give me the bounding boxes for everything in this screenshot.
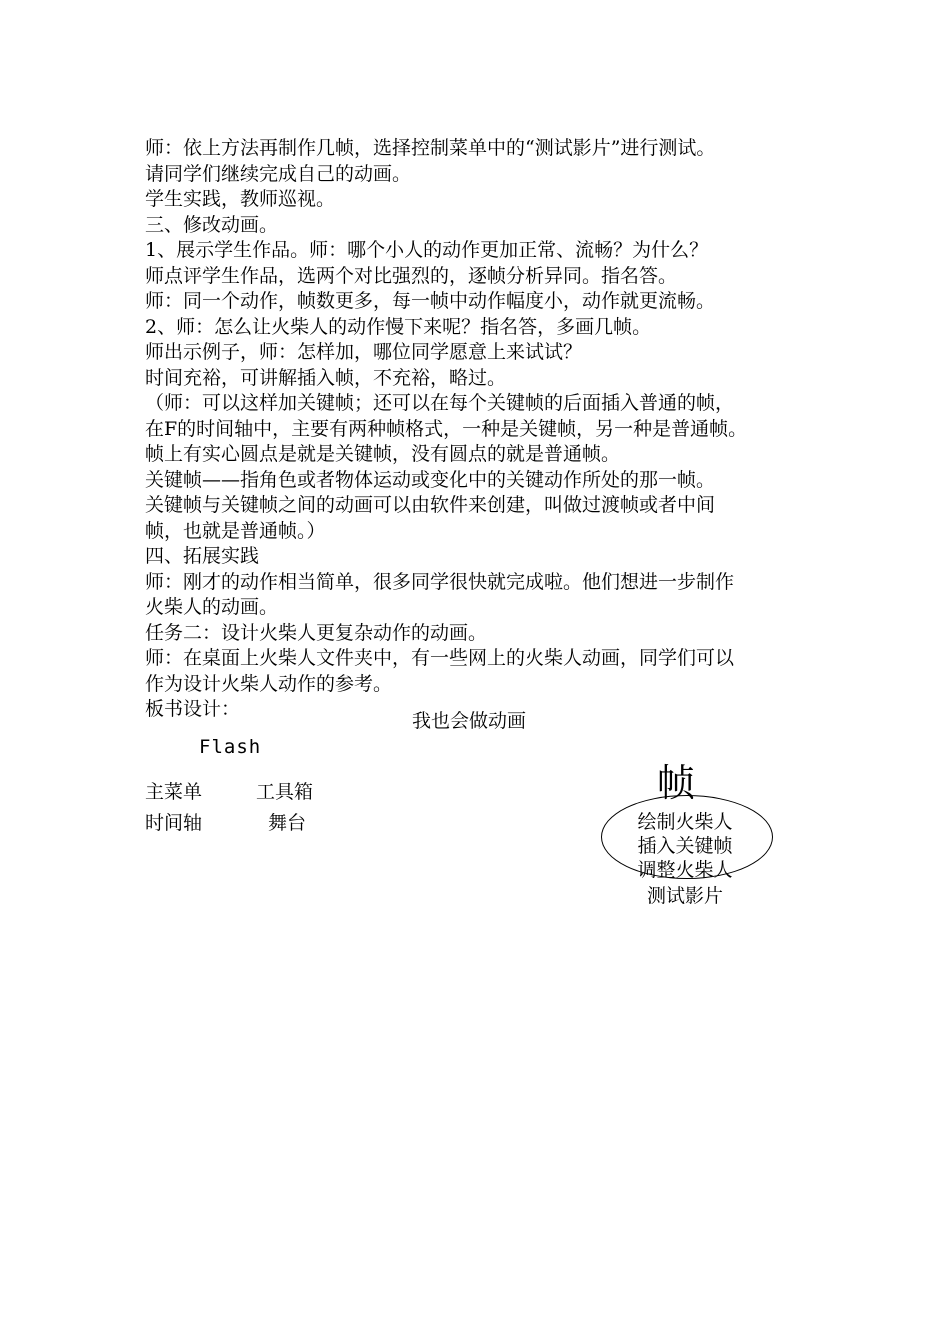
paragraph-line: 作为设计火柴人动作的参考。 [145, 672, 393, 695]
paragraph-line: 1、展示学生作品。师：哪个小人的动作更加正常、流畅？为什么？ [145, 239, 709, 261]
term-timeline: 时间轴 [145, 812, 203, 834]
section-heading: 三、修改动画。 [145, 213, 279, 236]
paragraph-line: 在F的时间轴中，主要有两种帧格式，一种是关键帧，另一种是普通帧。 [145, 417, 748, 440]
term-toolbox: 工具箱 [256, 781, 314, 803]
paragraph-line: 师出示例子，师：怎样加，哪位同学愿意上来试试？ [145, 341, 583, 363]
paragraph-line: 请同学们继续完成自己的动画。 [145, 162, 412, 185]
term-main-menu: 主菜单 [145, 781, 203, 803]
board-subtitle: Flash [199, 736, 262, 758]
circle-item: 插入关键帧 [637, 835, 733, 857]
paragraph-line: 关键帧与关键帧之间的动画可以由软件来创建，叫做过渡帧或者中间 [145, 494, 716, 516]
frame-ellipse [601, 795, 773, 879]
circle-item: 绘制火柴人 [637, 811, 733, 833]
paragraph-line: 时间充裕，可讲解插入帧，不充裕，略过。 [145, 366, 507, 389]
board-title: 我也会做动画 [412, 710, 527, 732]
paragraph-line: 师：刚才的动作相当简单，很多同学很快就完成啦。他们想进一步制作 [145, 570, 735, 593]
board-design-label: 板书设计： [145, 698, 241, 720]
circle-item: 调整火柴人 [637, 859, 733, 881]
paragraph-line: 火柴人的动画。 [145, 596, 279, 618]
term-stage: 舞台 [268, 812, 307, 834]
paragraph-line: （师：可以这样加关键帧；还可以在每个关键帧的后面插入普通的帧， [145, 392, 735, 414]
lesson-text [145, 136, 845, 723]
paragraph-line: 帧，也就是普通帧。） [145, 519, 326, 542]
paragraph-line: 师：同一个动作，帧数更多，每一帧中动作幅度小，动作就更流畅。 [145, 290, 716, 312]
paragraph-line: 学生实践，教师巡视。 [145, 188, 336, 210]
paragraph-line: 帧上有实心圆点是就是关键帧，没有圆点的就是普通帧。 [145, 443, 621, 465]
frame-label: 帧 [657, 761, 696, 805]
paragraph-line: 关键帧——指角色或者物体运动或变化中的关键动作所处的那一帧。 [145, 468, 716, 491]
circle-item: 测试影片 [646, 885, 723, 907]
paragraph-line: 2、师：怎么让火柴人的动作慢下来呢？指名答，多画几帧。 [145, 315, 652, 338]
paragraph-line: 师：依上方法再制作几帧，选择控制菜单中的“测试影片”进行测试。 [145, 137, 716, 159]
paragraph-line: 师：在桌面上火柴人文件夹中，有一些网上的火柴人动画，同学们可以 [145, 647, 735, 669]
section-heading: 四、拓展实践 [145, 545, 260, 567]
paragraph-line: 师点评学生作品，选两个对比强烈的，逐帧分析异同。指名答。 [145, 264, 678, 287]
paragraph-line: 任务二：设计火柴人更复杂动作的动画。 [145, 621, 488, 644]
